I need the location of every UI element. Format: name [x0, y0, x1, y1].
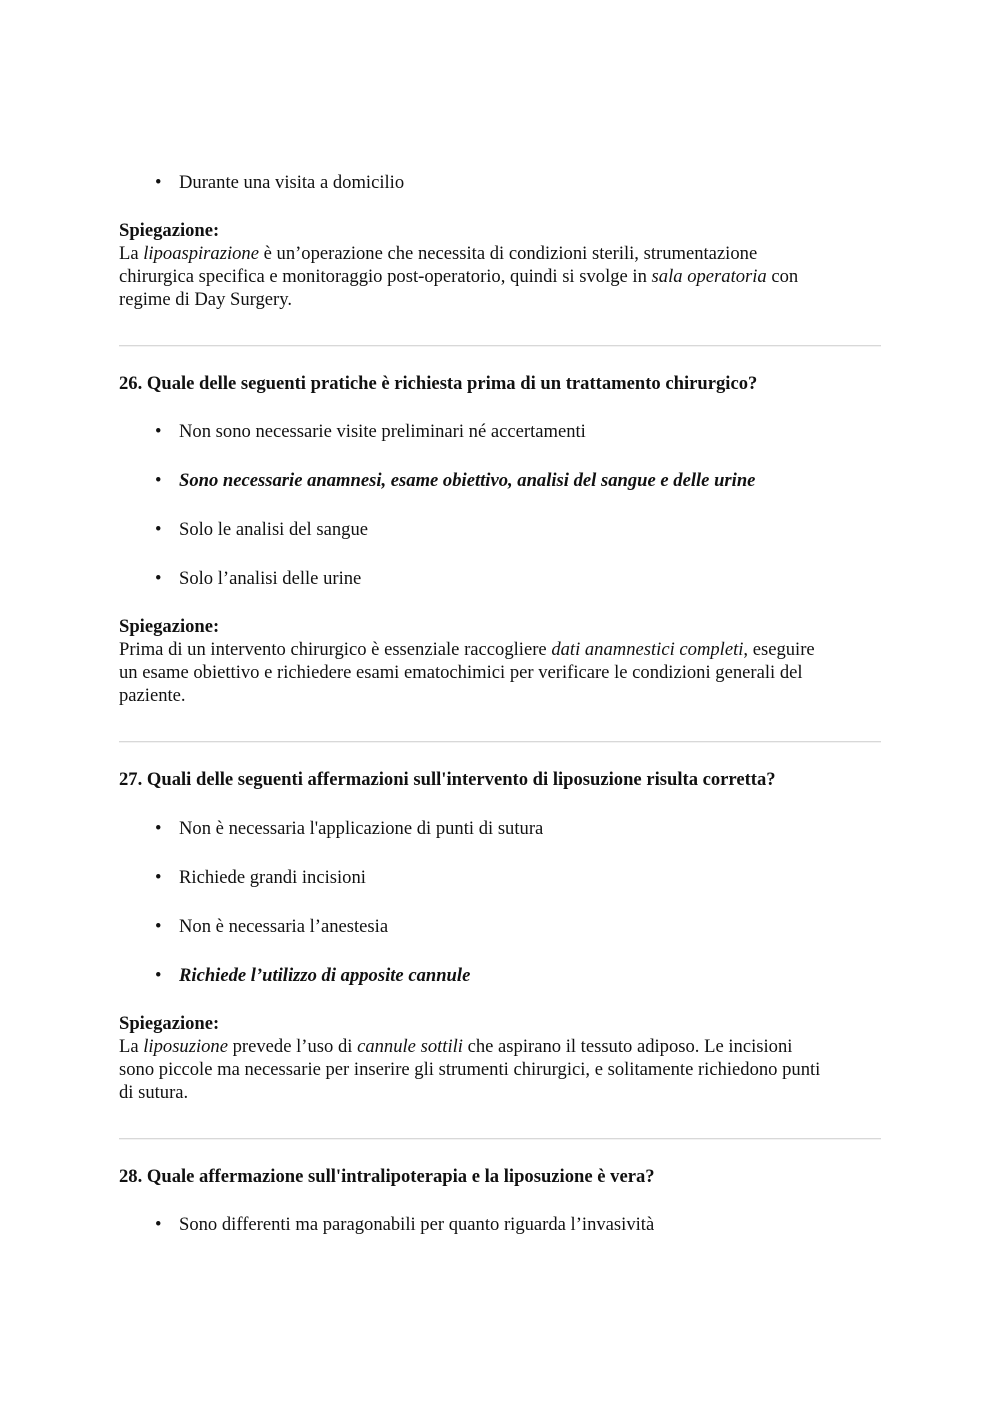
- bullet-icon: •: [155, 470, 162, 491]
- explanation-text: Prima di un intervento chirurgico è essenziale raccogliere dati anamnestici completi, eseguire un esame obiettivo e richiedere esami ematochimici per verificare le condizioni generali del paziente.: [119, 639, 815, 706]
- list-item: • Non sono necessarie visite preliminari né accertamenti: [155, 421, 586, 442]
- explanation-text: La lipoaspirazione è un’operazione che necessita di condizioni sterili, strumentazione chirurgica specifica e monitoraggio post-operatorio, quindi si svolge in sala operatoria con regime di Day Surgery.: [119, 243, 799, 310]
- bullet-icon: •: [155, 519, 162, 540]
- explanation-text: La liposuzione prevede l’uso di cannule sottili che aspirano il tessuto adiposo. Le incisioni sono piccole ma necessarie per inserire gli strumenti chirurgici, e solitamente richiedono punti di sutura.: [119, 1036, 821, 1103]
- bullet-icon: •: [155, 916, 162, 937]
- explanation-title: Spiegazione:: [119, 616, 220, 637]
- list-item: • Sono differenti ma paragonabili per quanto riguarda l’invasività: [155, 1214, 655, 1235]
- bullet-icon: •: [155, 421, 162, 442]
- section-divider: [119, 345, 881, 347]
- bullet-icon: •: [155, 172, 162, 193]
- bullet-icon: •: [155, 818, 162, 839]
- section-divider: [119, 1138, 881, 1140]
- bullet-icon: •: [155, 1214, 162, 1235]
- list-item: • Non è necessaria l'applicazione di punti di sutura: [155, 818, 544, 839]
- list-item-correct: • Sono necessarie anamnesi, esame obiettivo, analisi del sangue e delle urine: [155, 470, 756, 491]
- list-item: • Solo le analisi del sangue: [155, 519, 368, 540]
- list-item: • Solo l’analisi delle urine: [155, 568, 362, 589]
- list-item-correct: • Richiede l’utilizzo di apposite cannule: [155, 965, 471, 986]
- section-divider: [119, 741, 881, 743]
- bullet-icon: •: [155, 867, 162, 888]
- explanation-title: Spiegazione:: [119, 1013, 220, 1034]
- list-item: • Non è necessaria l’anestesia: [155, 916, 389, 937]
- explanation-title: Spiegazione:: [119, 220, 220, 241]
- question-title: 26. Quale delle seguenti pratiche è richiesta prima di un trattamento chirurgico?: [119, 373, 758, 394]
- list-item: • Durante una visita a domicilio: [155, 172, 405, 193]
- bullet-icon: •: [155, 568, 162, 589]
- question-title: 27. Quali delle seguenti affermazioni sull'intervento di liposuzione risulta corretta?: [119, 769, 776, 790]
- bullet-icon: •: [155, 965, 162, 986]
- list-item: • Richiede grandi incisioni: [155, 867, 366, 888]
- question-title: 28. Quale affermazione sull'intralipoterapia e la liposuzione è vera?: [119, 1166, 655, 1187]
